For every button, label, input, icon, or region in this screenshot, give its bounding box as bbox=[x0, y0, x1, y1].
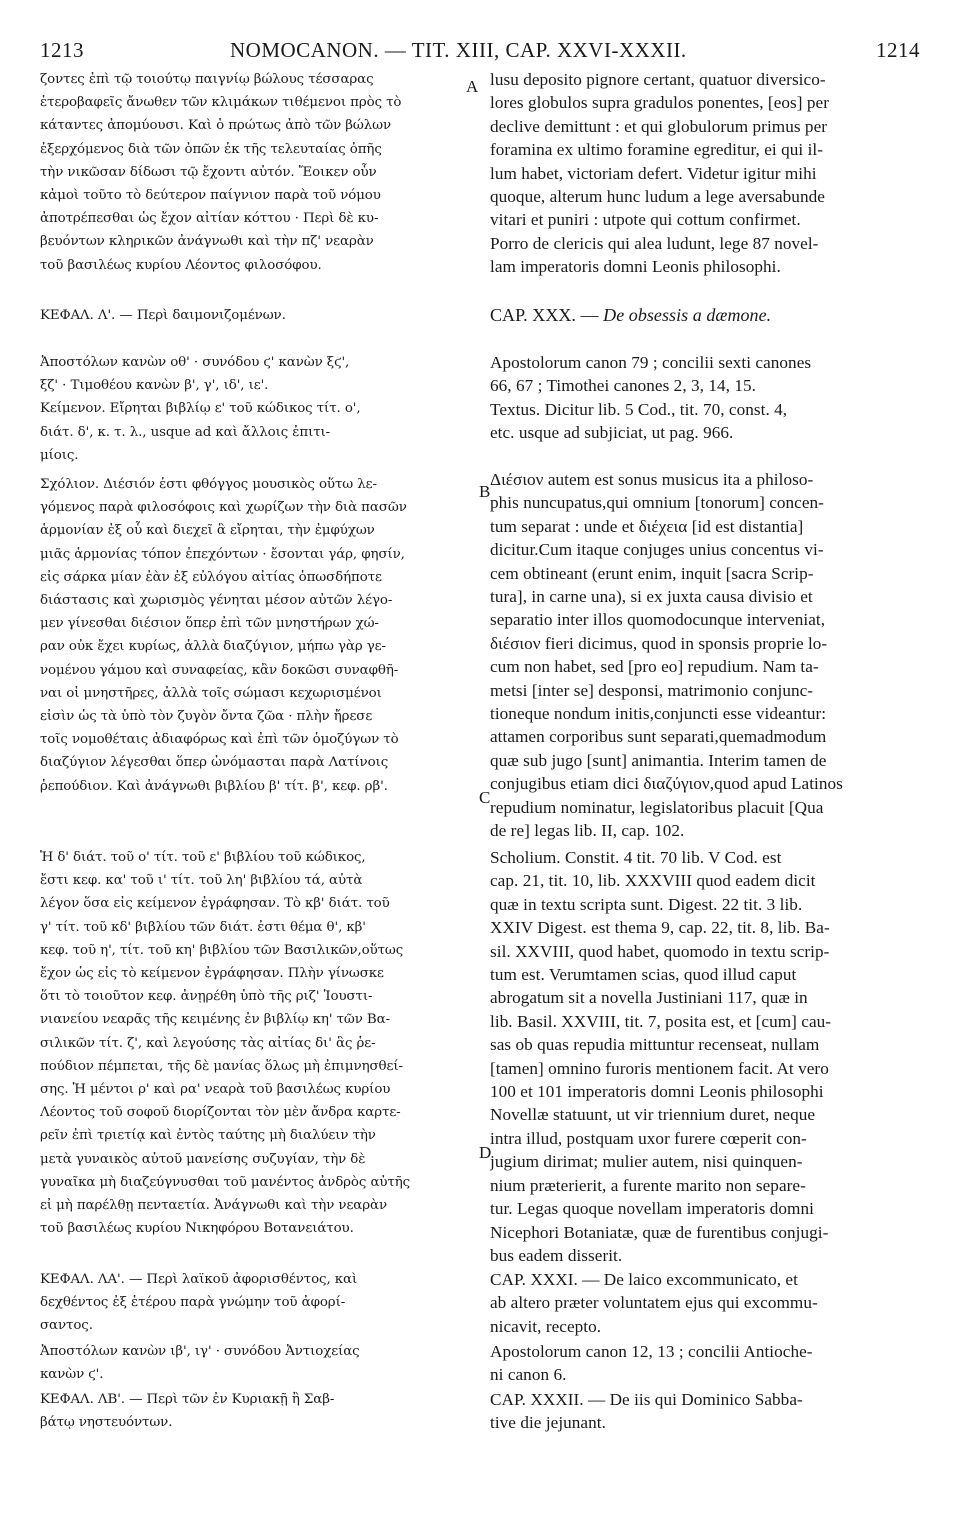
greek-cap30-scholion-line: ῥεπούδιον. Καὶ ἀνάγνωθι βιβλίου β' τίτ. β', κεφ. ρβ'. bbox=[40, 778, 388, 794]
greek-cap30-scholion-line: Σχόλιον. Διέσιόν ἐστι φθόγγος μουσικὸς οὕτω λε- bbox=[40, 477, 377, 492]
greek-cap30-sources-line: διάτ. δ', κ. τ. λ., usque ad καὶ ἄλλοις ἐπιτι- bbox=[40, 424, 331, 440]
greek-intro-line: κάταντες ἀπομύουσι. Καὶ ὁ πρώτως ἀπὸ τῶν βώλων bbox=[40, 118, 391, 134]
latin-intro-line: vitari et puniri : utpote qui cottum confirmet. bbox=[490, 210, 801, 230]
latin-cap30-scholion-line: attamen corporibus sunt separati,quemadmodum bbox=[490, 727, 827, 747]
latin-intro-line: quoque, alterum hunc ludum a lege aversabunde bbox=[490, 187, 825, 207]
latin-cap30-scholion2-line: bus eadem disserit. bbox=[490, 1245, 623, 1265]
latin-cap31-heading-line: ab altero præter voluntatem ejus qui excommu- bbox=[490, 1293, 818, 1313]
greek-cap30-heading-text: ΚΕΦΑΛ. Λ'. — Περὶ δαιμονιζομένων. bbox=[40, 308, 286, 323]
latin-cap31-sources bbox=[490, 1340, 920, 1387]
latin-cap30-scholion2-line: tur. Legas quoque novellam imperatoris domni bbox=[490, 1199, 814, 1219]
greek-cap30-scholion-line: μιᾶς ἁρμονίας τόπον ἐπεχόντων · ἔσονται γάρ, φησίν, bbox=[40, 546, 405, 562]
latin-intro-line: lam imperatoris domni Leonis philosophi. bbox=[490, 257, 781, 277]
latin-cap30-scholion-line: tura], in carne una), si ex juxta causa divisio et bbox=[490, 587, 813, 607]
greek-cap30-scholion-line: ραν οὐκ ἔχει κυρίως, ἀλλὰ διαζύγιον, μήπω γὰρ γε- bbox=[40, 639, 386, 655]
margin-marker-b: B bbox=[479, 482, 491, 501]
latin-cap30-scholion-line: de re] legas lib. II, cap. 102. bbox=[490, 821, 685, 841]
greek-cap30-scholion-line: νομένου γάμου καὶ συναφείας, κἂν δοκῶσι συναφθῆ- bbox=[40, 662, 399, 678]
latin-cap31-heading-line: nicavit, recepto. bbox=[490, 1316, 602, 1336]
latin-intro-line: foramina ex ultimo foramine egreditur, ei qui il- bbox=[490, 140, 823, 160]
latin-cap30-scholion2-line: XXIV Digest. est thema 9, cap. 22, tit. 8, lib. Ba- bbox=[490, 918, 830, 938]
greek-cap30-scholion2-line: σης. Ἡ μέντοι ρ' καὶ ρα' νεαρὰ τοῦ βασιλέως κυρίου bbox=[40, 1082, 391, 1098]
latin-cap30-scholion2-line: intra illud, postquam uxor furere cœperit con- bbox=[490, 1128, 807, 1148]
latin-cap30-scholion-line: metsi [inter se] desponsi, matrimonio conjunc- bbox=[490, 680, 814, 700]
greek-intro-line: κἀμοὶ τοῦτο τὸ δεύτερον παίγνιον παρὰ τοῦ νόμου bbox=[40, 188, 381, 204]
latin-cap30-scholion-line: dicitur.Cum itaque conjuges unius concentus vi- bbox=[490, 540, 824, 560]
greek-cap30-scholion bbox=[40, 473, 480, 798]
greek-cap30-scholion2-line: κεφ. τοῦ η', τίτ. τοῦ κη' βιβλίου τῶν Βασιλικῶν,οὕτως bbox=[40, 942, 404, 958]
greek-intro bbox=[40, 68, 480, 277]
latin-cap30-scholion-line: separatio inter illos quomodocunque interveniat, bbox=[490, 610, 826, 630]
margin-marker-a: A bbox=[466, 77, 479, 96]
latin-cap30-scholion2-line: jugium dirimat; mulier autem, nisi quinquen- bbox=[490, 1152, 803, 1172]
greek-cap30-scholion2-line: πούδιον πέμπεται, τῆς δὲ μανίας ὅλως μὴ ἐπιμνησθεί- bbox=[40, 1058, 403, 1074]
greek-cap30-scholion2-line: ἔστι κεφ. κα' τοῦ ι' τίτ. τοῦ λη' βιβλίου τά, αὐτὰ bbox=[40, 873, 363, 889]
greek-cap30-scholion-line: εἰσὶν ὡς τὰ ὑπὸ τὸν ζυγὸν ὄντα ζῶα · πλὴν ἤρεσε bbox=[40, 709, 373, 725]
greek-cap30-scholion2-line: μετὰ γυναικὸς αὐτοῦ μανείσης συζυγίαν, τὴν δὲ bbox=[40, 1151, 366, 1167]
greek-intro-line: ζοντες ἐπὶ τῷ τοιούτῳ παιγνίῳ βώλους τέσσαρας bbox=[40, 72, 374, 87]
latin-cap30-scholion-line: διέσιον fieri dicimus, quod in sponsis proprie lo- bbox=[490, 633, 828, 653]
latin-cap32-heading-line: CAP. XXXII. — De iis qui Dominico Sabba- bbox=[490, 1390, 803, 1409]
greek-cap31-sources bbox=[40, 1340, 480, 1386]
greek-cap31-heading bbox=[40, 1268, 480, 1338]
latin-cap30-scholion2-line: sas ob quas repudia mittuntur recenseat, nullam bbox=[490, 1035, 820, 1055]
greek-cap30-sources-line: Κείμενον. Εἴρηται βιβλίῳ ε' τοῦ κώδικος τίτ. ο', bbox=[40, 401, 361, 417]
greek-cap30-scholion2-line: Λέοντος τοῦ σοφοῦ διορίζονται τὸν μὲν ἄνδρα καρτε- bbox=[40, 1105, 401, 1121]
latin-intro-line: declive demittunt : et qui globulorum primus per bbox=[490, 116, 828, 136]
latin-cap30-sources-line: Apostolorum canon 79 ; concilii sexti canones bbox=[490, 353, 812, 372]
greek-cap31-sources-line: Ἀποστόλων κανὼν ιβ', ιγ' · συνόδου Ἀντιοχείας bbox=[40, 1344, 360, 1359]
latin-cap30-scholion2-line: abrogatum sit a novella Justiniani 117, quæ in bbox=[490, 988, 808, 1008]
latin-cap30-scholion-line: cum non habet, sed [pro eo] repudium. Nam ta- bbox=[490, 657, 819, 677]
latin-cap30-scholion2-line: Novellæ statuunt, ut vir triennium duret, neque bbox=[490, 1105, 816, 1125]
greek-cap30-scholion2-line: εἰ μὴ παρέλθῃ πενταετία. Ἀνάγνωθι καὶ τὴν νεαρὰν bbox=[40, 1198, 387, 1214]
greek-cap30-scholion-line: γόμενος παρὰ φιλοσόφοις καὶ χωρίζων τὴν διὰ πασῶν bbox=[40, 500, 407, 516]
running-header bbox=[40, 38, 920, 66]
latin-cap30-scholion-line: conjugibus etiam dici διαζύγιον,quod apud Latinos bbox=[490, 774, 843, 794]
greek-cap31-sources-line: κανὼν ϛ'. bbox=[40, 1367, 104, 1383]
greek-intro-line: ἐξερχόμενος διὰ τῶν ὀπῶν ἐκ τῆς τελευταίας ὀπῆς bbox=[40, 141, 382, 157]
latin-cap30-scholion-line: repudium nominatur, legislatoribus placuit [Qua bbox=[490, 797, 824, 817]
greek-cap31-heading-line: ΚΕΦΑΛ. ΛΑ'. — Περὶ λαϊκοῦ ἀφορισθέντος, καὶ bbox=[40, 1272, 358, 1287]
latin-cap30-scholion-line: phis nuncupatus,qui omnium [tonorum] concen- bbox=[490, 493, 824, 513]
greek-cap30-scholion2-line: γ' τίτ. τοῦ κδ' βιβλίου τῶν διάτ. ἐστι θέμα θ', κβ' bbox=[40, 919, 366, 935]
greek-cap30-heading bbox=[40, 304, 480, 327]
latin-cap30-scholion2-line: tum est. Verumtamen scias, quod illud caput bbox=[490, 965, 797, 985]
latin-intro bbox=[490, 68, 920, 279]
latin-cap30-heading bbox=[490, 304, 920, 327]
latin-cap30-scholion-line: tum separat : unde et διέχεια [id est distantia] bbox=[490, 516, 804, 536]
latin-intro-line: lum habet, victoriam defert. Videtur igitur mihi bbox=[490, 163, 817, 183]
latin-cap30-scholion2-line: lib. Basil. XXVIII, tit. 7, posita est, et [cum] cau- bbox=[490, 1011, 832, 1031]
greek-intro-line: ἑτεροβαφεῖς ἄνωθεν τῶν κλιμάκων τιθέμενοι πρὸς τὸ bbox=[40, 95, 402, 111]
greek-cap30-sources-line: μίοις. bbox=[40, 447, 79, 463]
greek-cap30-scholion2-line: ἔχον ὡς εἰς τὸ κείμενον ἐγράφησαν. Πλὴν γίνωσκε bbox=[40, 966, 384, 982]
greek-cap30-scholion2-line: νιανείου νεαρᾶς τῆς κειμένης ἐν βιβλίῳ κη' τῶν Βα- bbox=[40, 1012, 391, 1028]
latin-cap30-scholion-line: tioneque nondum initis,conjuncti esse videantur: bbox=[490, 704, 827, 724]
latin-cap30-scholion2-line: Scholium. Constit. 4 tit. 70 lib. V Cod. est bbox=[490, 848, 782, 867]
latin-cap31-heading bbox=[490, 1268, 920, 1338]
latin-intro-line: Porro de clericis qui alea ludunt, lege 87 novel- bbox=[490, 233, 819, 253]
latin-cap30-scholion2-line: quæ in textu scripta sunt. Digest. 22 tit. 3 lib. bbox=[490, 894, 803, 914]
latin-cap30-scholion2-line: [tamen] omnino furoris mentionem facit. At vero bbox=[490, 1058, 829, 1078]
latin-cap30-scholion-line: cem obtineant (erunt enim, inquit [sacra Scrip- bbox=[490, 563, 814, 583]
margin-marker-d: D bbox=[479, 1143, 492, 1162]
greek-cap30-sources bbox=[40, 351, 480, 467]
greek-cap30-sources-line: Ἀποστόλων κανὼν οθ' · συνόδου ϛ' κανὼν ξϛ', bbox=[40, 355, 350, 370]
greek-intro-line: βευόντων κληρικῶν ἀνάγνωθι καὶ τὴν πζ' νεαρὰν bbox=[40, 234, 374, 250]
latin-cap31-heading-line: CAP. XXXI. — De laico excommunicato, et bbox=[490, 1270, 798, 1289]
greek-cap30-sources-line: ξζ' · Τιμοθέου κανὼν β', γ', ιδ', ιε'. bbox=[40, 378, 269, 394]
latin-cap30-scholion bbox=[490, 468, 920, 843]
greek-intro-line: τοῦ βασιλέως κυρίου Λέοντος φιλοσόφου. bbox=[40, 257, 322, 273]
greek-cap30-scholion2-line: ρεῖν ἐπὶ τριετίᾳ καὶ ἐντὸς ταύτης μὴ διαλύειν τὴν bbox=[40, 1128, 376, 1144]
greek-intro-line: ἀποτρέπεσθαι ὡς ἔχον αἰτίαν κόττου · Περὶ δὲ κυ- bbox=[40, 211, 379, 227]
latin-intro-line: lusu deposito pignore certant, quatuor diversico- bbox=[490, 70, 826, 89]
greek-cap30-scholion-line: τοῖς νομοθέταις ἀδιαφόρως καὶ ἐπὶ τῶν ὁμοζύγων τὸ bbox=[40, 732, 399, 748]
latin-cap30-heading-title: De obsessis a dæmone. bbox=[603, 305, 772, 325]
greek-cap30-scholion2-line: Ἡ δ' διάτ. τοῦ ο' τίτ. τοῦ ε' βιβλίου τοῦ κώδικος, bbox=[40, 850, 366, 865]
latin-intro-line: lores globulos supra gradulos ponentes, [eos] per bbox=[490, 93, 829, 113]
greek-cap30-scholion-line: διαζύγιον λέγεσθαι ὅπερ ὠνόμασται παρὰ Λατίνοις bbox=[40, 755, 389, 771]
latin-cap30-sources-line: Textus. Dicitur lib. 5 Cod., tit. 70, const. 4, bbox=[490, 399, 788, 419]
latin-cap30-scholion2-line: nium præterierit, a furente marito non separe- bbox=[490, 1175, 806, 1195]
latin-cap30-sources-line: etc. usque ad subjiciat, ut pag. 966. bbox=[490, 423, 734, 443]
greek-cap30-scholion2 bbox=[40, 846, 480, 1240]
greek-cap30-scholion2-line: σιλικῶν τίτ. ζ', καὶ λεγούσης τὰς αἰτίας δι' ἃς ῥε- bbox=[40, 1035, 376, 1051]
latin-cap30-sources-line: 66, 67 ; Timothei canones 2, 3, 14, 15. bbox=[490, 376, 756, 396]
latin-cap31-sources-line: Apostolorum canon 12, 13 ; concilii Antioche- bbox=[490, 1342, 813, 1361]
greek-cap32-heading bbox=[40, 1388, 480, 1434]
margin-marker-c: C bbox=[479, 788, 491, 807]
greek-cap31-heading-line: δεχθέντος ἐξ ἑτέρου παρὰ γνώμην τοῦ ἀφορί- bbox=[40, 1295, 346, 1311]
greek-cap32-heading-line: ΚΕΦΑΛ. ΛΒ'. — Περὶ τῶν ἐν Κυριακῇ ἢ Σαβ- bbox=[40, 1392, 335, 1407]
latin-cap30-scholion2-line: sil. XXVIII, quod habet, quomodo in textu scrip- bbox=[490, 941, 830, 961]
latin-cap30-scholion2-line: cap. 21, tit. 10, lib. XXXVIII quod eadem dicit bbox=[490, 871, 816, 891]
page-number-left: 1213 bbox=[40, 38, 84, 62]
greek-intro-line: τὴν νικῶσαν δίδωσι τῷ ἔχοντι αὐτόν. Ἔοικεν οὖν bbox=[40, 164, 377, 180]
greek-cap32-heading-line: βάτῳ νηστευόντων. bbox=[40, 1415, 173, 1431]
latin-cap30-scholion2-line: Nicephori Botaniatæ, quæ de furentibus conjugi- bbox=[490, 1222, 829, 1242]
running-title: NOMOCANON. — TIT. XIII, CAP. XXVI-XXXII. bbox=[230, 38, 687, 62]
page-number-right: 1214 bbox=[876, 38, 920, 62]
latin-cap30-scholion2-line: 100 et 101 imperatoris domni Leonis philosophi bbox=[490, 1082, 824, 1102]
latin-cap30-scholion-line: Διέσιον autem est sonus musicus ita a philoso- bbox=[490, 470, 814, 489]
greek-cap30-scholion2-line: ὅτι τὸ τοιοῦτον κεφ. ἀνῃρέθη ὑπὸ τῆς ριζ' Ἰουστι- bbox=[40, 989, 373, 1005]
greek-cap30-scholion-line: ἁρμονίαν ἐξ οὗ καὶ διεχεῖ ἃ εἴρηται, τὴν ἐμφύχων bbox=[40, 523, 375, 539]
greek-cap30-scholion-line: ναι οἱ μνηστῆρες, ἀλλὰ τοῖς σώμασι κεχωρισμένοι bbox=[40, 685, 382, 701]
greek-cap30-scholion2-line: τοῦ βασιλέως κυρίου Νικηφόρου Βοτανειάτου. bbox=[40, 1221, 354, 1237]
greek-cap30-scholion-line: διάστασις καὶ χωρισμὸς γένηται μέσον αὐτῶν λέγο- bbox=[40, 593, 393, 609]
latin-cap30-scholion2 bbox=[490, 846, 920, 1267]
latin-cap32-heading-line: tive die jejunant. bbox=[490, 1413, 606, 1433]
latin-cap31-sources-line: ni canon 6. bbox=[490, 1365, 567, 1385]
greek-cap30-scholion-line: μεν γίνεσθαι διέσιον ὅπερ ἐπὶ τῶν μνηστήρων χώ- bbox=[40, 616, 379, 632]
latin-cap30-heading-label: CAP. XXX. — bbox=[490, 305, 599, 325]
latin-cap32-heading bbox=[490, 1388, 920, 1435]
latin-cap30-scholion-line: quæ sub jugo [sunt] animantia. Interim tamen de bbox=[490, 750, 827, 770]
greek-cap30-scholion-line: εἰς σάρκα μίαν ἐὰν ἐξ εὐλόγου αἰτίας ὁπωσδήποτε bbox=[40, 569, 382, 585]
latin-cap30-sources bbox=[490, 351, 920, 445]
greek-cap31-heading-line: σαντος. bbox=[40, 1318, 93, 1334]
greek-cap30-scholion2-line: λέγον ὅσα εἰς κείμενον ἐγράφησαν. Τὸ κβ' διάτ. τοῦ bbox=[40, 896, 390, 912]
greek-cap30-scholion2-line: γυναῖκα μὴ διαζεύγνυσθαι τοῦ μανέντος ἀνδρὸς αὐτῆς bbox=[40, 1174, 411, 1190]
